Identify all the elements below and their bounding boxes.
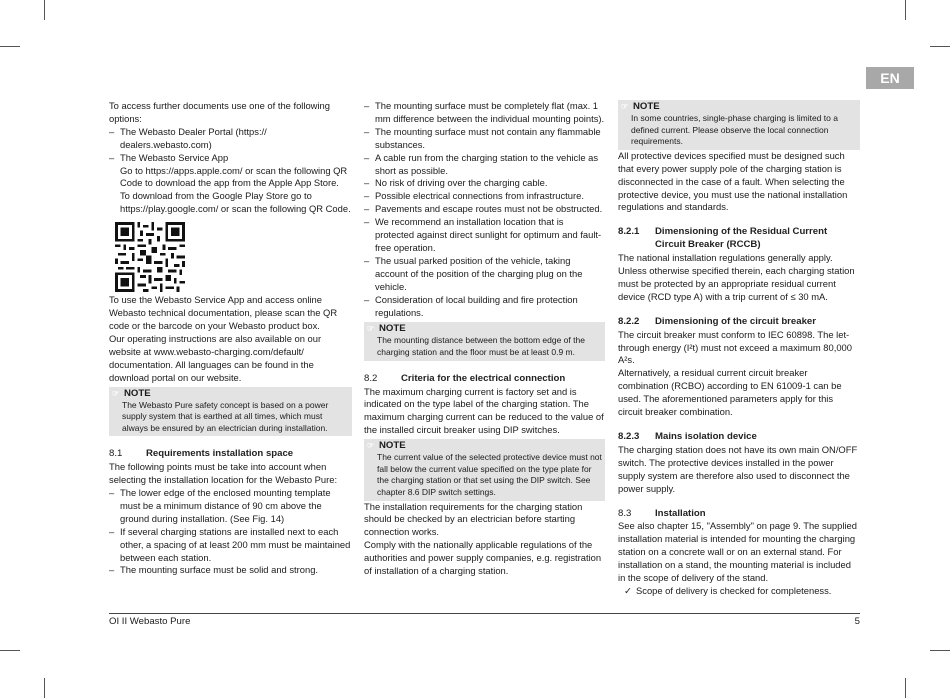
installation-requirements-text: The installation requirements for the charging station should be checked by an electrician before starting connection works.: [364, 500, 583, 538]
list-item: – Possible electrical connections from infrastructure.: [364, 190, 584, 202]
column-middle: [364, 100, 605, 578]
section-8-2-2-text: The circuit breaker must conform to IEC 60898. The let-through energy (I²t) must not exceed a maximum 80,000 A²s.: [618, 328, 852, 366]
operating-instructions-text: Our operating instructions are also available on our website at www.webasto-charging.com/default/ documentation. All languages can be found in the download portal on our website.: [109, 332, 322, 383]
checklist-text: Scope of delivery is checked for completeness.: [636, 584, 832, 596]
section-8-2-1-text: The national installation regulations generally apply. Unless otherwise specified therein, each charging station must be protected by an appropriate residual current device (RCD type A) with a trip current of ≤ 30 mA.: [618, 252, 855, 302]
list-item: – Pavements and escape routes must not be obstructed.: [364, 203, 603, 215]
column-right: [618, 100, 860, 598]
crop-mark: [44, 678, 45, 698]
column-left: [109, 100, 352, 577]
dash-marker: –: [109, 125, 115, 137]
note-icon: ☞: [621, 102, 629, 111]
qr-code-icon: [115, 222, 185, 292]
language-tab: EN: [866, 67, 914, 89]
section-8-2-2-text-alt: Alternatively, a residual current circuit breaker combination (RCBO) according to EN 61009-1 can be used. The aforementioned parameters apply for this circuit breaker combination.: [618, 367, 842, 418]
section-heading-8-2-1: 8.2.1 Dimensioning of the Residual Current Circuit Breaker (RCCB): [618, 226, 828, 251]
crop-mark: [905, 0, 906, 20]
note-icon: ☞: [112, 388, 120, 398]
list-item: – The usual parked position of the vehicle, taking account of the position of the charging plug on the vehicle.: [364, 254, 583, 292]
section-heading-8-3: 8.3 Installation: [618, 507, 706, 519]
note-text: The Webasto Pure safety concept is based on a power supply system that is earthed at all times, which must always be ensured by an electrician during installation.: [122, 399, 329, 433]
protective-devices-text: All protective devices specified must be designed such that every power supply pole of the charging station is disconnected in the case of a fault. When selecting the protective device, you must use the national installation regulations and standards.: [618, 149, 848, 213]
note-text: The current value of the selected protective device must not fall below the current value specified on the type plate for the charging station or that set using the DIP switch. See chapter 8.6 DIP switch settings.: [377, 452, 602, 497]
section-8-2-text: The maximum charging current is factory set and is indicated on the type label of the charging station. The maximum charging current can be reduced to the value of the installed circuit breaker using DIP switches.: [364, 385, 604, 436]
intro-text: To access further documents use one of the following options:: [109, 100, 330, 124]
note-icon: ☞: [367, 441, 375, 451]
list-item: – No risk of driving over the charging cable.: [364, 177, 548, 189]
service-app-text: The Webasto Service App: [120, 151, 229, 163]
section-heading-8-1: 8.1 Requirements installation space: [109, 448, 294, 460]
list-item: – A cable run from the charging station to the vehicle as short as possible.: [364, 151, 599, 176]
crop-mark: [44, 0, 45, 20]
note-text: The mounting distance between the bottom edge of the charging station and the floor must be at least 0.9 m.: [377, 335, 585, 357]
note-box: ☞ NOTE The mounting distance between the bottom edge of the charging station and the floor must be at least 0.9 m.: [364, 322, 605, 360]
section-8-3-text: See also chapter 15, "Assembly" on page 9. The supplied installation material is intended for mounting the charging station on a concrete wall or on an external stand. For installation on a stand, the mounting material is included in the scope of delivery of the stand.: [618, 520, 857, 584]
section-heading-8-2: 8.2 Criteria for the electrical connection: [364, 372, 566, 384]
google-store-text: To download from the Google Play Store go to https://play.google.com/ or scan the following QR Code.: [120, 190, 351, 215]
list-item: [109, 152, 352, 217]
comply-text: Comply with the nationally applicable regulations of the authorities and power supply companies, e.g. registration of installation of a charging station.: [364, 539, 602, 577]
section-heading-8-2-3: 8.2.3 Mains isolation device: [618, 431, 757, 442]
service-app-instructions: To use the Webasto Service App and access online Webasto technical documentation, please scan the QR code or the barcode on your Webasto product box.: [109, 294, 338, 331]
crop-mark: [930, 650, 950, 651]
note-box: ☞ NOTE The current value of the selected protective device must not fall below the current value specified on the type plate for the charging station or that set using the DIP switch. See chapter 8.6 DIP switch settings.: [364, 439, 605, 500]
apple-store-text: Go to https://apps.apple.com/ or scan the following QR Code to download the app from the Apple App Store.: [120, 164, 348, 189]
dash-marker: –: [109, 151, 115, 163]
page-number: 5: [854, 616, 860, 627]
note-icon: ☞: [367, 324, 375, 334]
note-box: ☞ NOTE In some countries, single-phase charging is limited to a defined current. Please observe the local connection requirements.: [618, 100, 860, 150]
crop-mark: [930, 46, 950, 47]
list-item: – The mounting surface must be completely flat (max. 1 mm difference between the individual mounting points).: [364, 100, 605, 124]
crop-mark: [0, 46, 20, 47]
list-item: – The lower edge of the enclosed mounting template must be a minimum distance of 90 cm above the ground during installation. (See Fig. 14): [109, 487, 331, 524]
note-label: NOTE: [124, 387, 151, 399]
section-8-2-3-text: The charging station does not have its own main ON/OFF switch. The protective devices installed in the power supply system are therefore also used to disconnect the power supply.: [618, 443, 858, 494]
dealer-portal-text: The Webasto Dealer Portal (https:// dealers.webasto.com): [120, 125, 267, 150]
crop-mark: [905, 678, 906, 698]
crop-mark: [0, 650, 20, 651]
footer-doc-name: OI II Webasto Pure: [109, 616, 191, 627]
note-text: In some countries, single-phase charging is limited to a defined current. Please observe the local connection requirements.: [631, 113, 838, 147]
checkmark-icon: ✓: [624, 584, 632, 596]
page-footer: [109, 613, 860, 627]
list-item: [109, 126, 352, 152]
note-box: [109, 387, 352, 437]
list-item: – If several charging stations are installed next to each other, a spacing of at least 200 mm must be maintained between each station.: [109, 525, 351, 563]
list-item: – We recommend an installation location that is protected against direct sunlight for optimum and fault-free operation.: [364, 216, 602, 253]
section-heading-8-2-2: 8.2.2 Dimensioning of the circuit breaker: [618, 315, 816, 327]
list-item: – The mounting surface must not contain any flammable substances.: [364, 125, 601, 150]
list-item: – The mounting surface must be solid and strong.: [109, 564, 319, 576]
list-item: – Consideration of local building and fire protection regulations.: [364, 293, 578, 318]
section-8-1-intro: The following points must be take into account when selecting the installation location for the Webasto Pure:: [109, 461, 338, 486]
checklist-item: [618, 585, 860, 598]
